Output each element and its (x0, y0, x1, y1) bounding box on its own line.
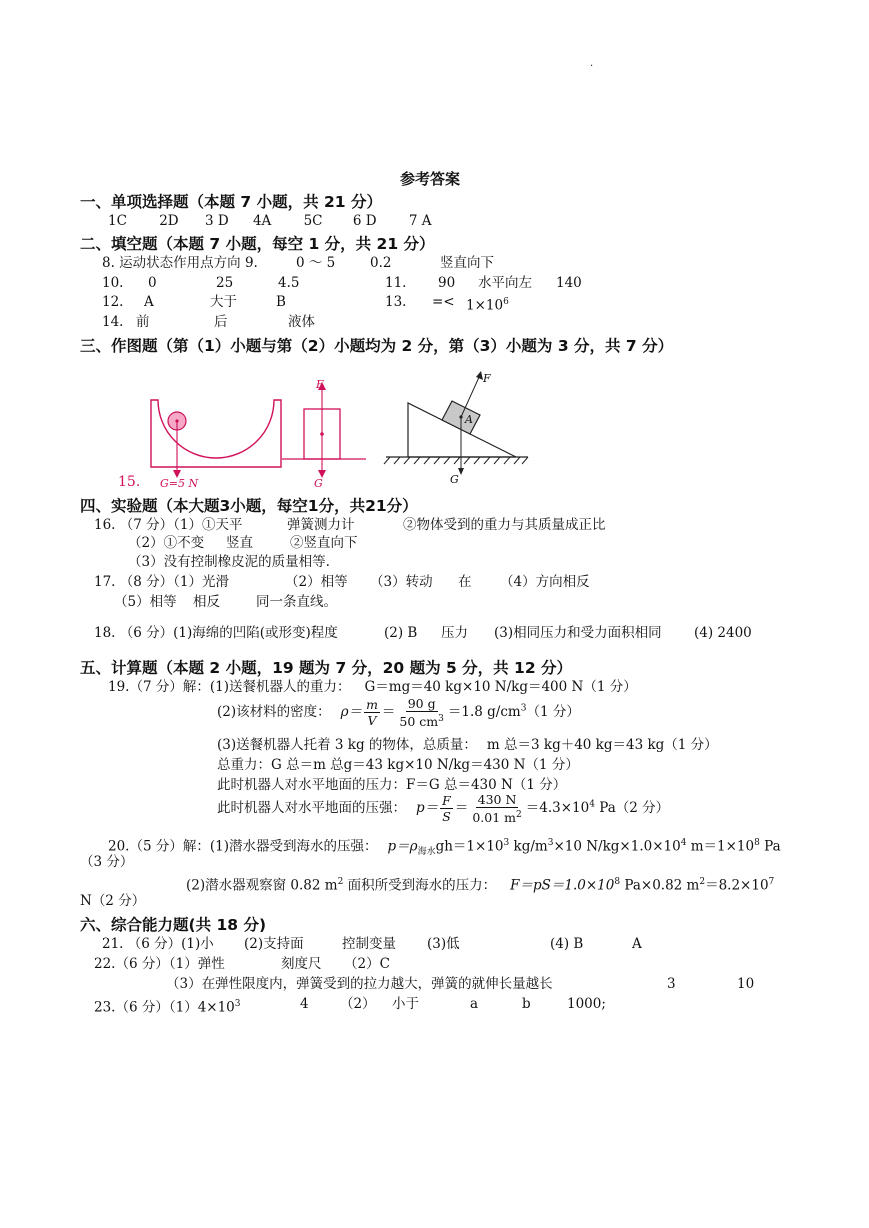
q20-line2-score: N（2 分） (80, 893, 146, 909)
fig1-gravity-label: G=5 N (160, 477, 199, 490)
s1-answer-2: 2D (159, 213, 179, 229)
s2-row3-d: B (276, 294, 286, 310)
q19-density: ＝1.8 g/cm (447, 704, 521, 721)
fig2-force-label: F (316, 378, 324, 391)
q19-line1 (108, 678, 637, 696)
section-6-heading: 六、综合能力题(共 18 分) (80, 916, 267, 934)
q18-c: 压力 (441, 625, 468, 641)
section-1-heading: 一、单项选择题（本题 7 小题，共 21 分） (80, 193, 382, 211)
q23-a (94, 995, 241, 1017)
s2-row3-g (466, 293, 509, 315)
section-2-heading: 二、填空题（本题 7 小题，每空 1 分，共 21 分） (80, 235, 435, 253)
q19-density-score: （1 分） (526, 704, 580, 721)
q17-h: 同一条直线。 (256, 594, 337, 610)
figure-number: 15. (118, 474, 141, 490)
section-4-heading: 四、实验题（本大题3小题，每空1分，共21分） (80, 497, 418, 515)
q20-line2-e-sup: 7 (768, 877, 775, 887)
q21-c: 控制变量 (342, 936, 396, 952)
fig3-gravity-label: G (450, 473, 459, 486)
q19-line6: 此时机器人对水平地面的压强： p＝ $\frac{F}{S}$ ＝ $\frac{430 N}{0.01 m^2}$ $=4.3\times 10^4$ Pa（2 分） (217, 792, 670, 826)
q20-line1-g: Pa (759, 838, 781, 855)
fig3-block-label: A (465, 413, 473, 426)
q23-a-base: 23.（6 分）（1）4×10 (94, 999, 235, 1016)
q16-b: 弹簧测力计 (287, 517, 355, 533)
q21-b: (2)支持面 (244, 936, 304, 952)
s2-row2-d: 4.5 (278, 275, 300, 291)
q20-line2 (186, 873, 774, 895)
s2-row1-c: 0.2 (370, 255, 392, 271)
s2-row2-f: 90 (438, 275, 456, 291)
s2-row3-b: A (144, 294, 154, 310)
q19-line2-label: (2)该材料的密度： (217, 704, 331, 721)
q20-line1-f: m＝1×10 (686, 838, 755, 855)
s1-answer-1: 1C (108, 213, 127, 229)
q19-line3 (217, 736, 718, 754)
s1-answer-3: 3 D (204, 213, 229, 229)
header-dot: . (590, 58, 594, 69)
q19-pressure: ＝4.3×10 (525, 800, 590, 817)
q19-density-sup: 3 (520, 703, 527, 714)
q21-e: (4) B (550, 936, 584, 952)
q19-frac-values (397, 696, 445, 729)
s2-row4-b: 前 (136, 314, 150, 330)
q22-c: （2）C (344, 956, 390, 972)
s2-row3-a: 12. (102, 294, 124, 310)
q20-line2-a-sup: 2 (337, 877, 344, 887)
q20-line1-a: 20.（5 分）解：(1)潜水器受到海水的压强： (108, 838, 378, 855)
normal-arrow-head (476, 371, 483, 380)
s2-row3-e: 13. (385, 294, 407, 310)
q20-line1-e-sup: 4 (680, 838, 687, 848)
q22-a: 22.（6 分）（1）弹性 (94, 956, 225, 972)
q16-d: （2）①不变 (128, 535, 205, 551)
s2-row3-g-sup: 6 (503, 297, 509, 307)
trough-outline (151, 400, 281, 467)
q19-frac-volume-sup: 3 (438, 714, 444, 724)
q16-e: 竖直 (226, 535, 253, 551)
q20-line2-d: Pa×0.82 m (620, 877, 700, 894)
figure-incline (380, 365, 540, 475)
q23-f: b (522, 996, 531, 1012)
s2-row2-g: 水平向左 (478, 275, 532, 291)
s2-row2-e: 11. (385, 275, 407, 291)
s2-row3-g-base: 1×10 (466, 297, 504, 314)
fig3-force-label: F (483, 372, 491, 385)
s2-row1-b: 0 ～ 5 (296, 255, 336, 271)
q18-b: (2) B (384, 625, 418, 641)
section-3-heading: 三、作图题（第（1）小题与第（2）小题均为 2 分，第（3）小题为 3 分，共 7 分） (80, 337, 674, 355)
ground-hatch (384, 457, 528, 464)
q16-c: ②物体受到的重力与其质量成正比 (403, 517, 606, 533)
q20-line1 (108, 834, 781, 861)
q16-g: （3）没有控制橡皮泥的质量相等. (128, 554, 330, 570)
q19-line3-b: m 总＝3 kg＋40 kg＝43 kg（1 分） (486, 737, 718, 753)
q23-e: a (470, 996, 479, 1012)
q20-line1-sub: 海水 (417, 847, 436, 858)
s1-answer-7: 7 A (408, 213, 432, 229)
q19-line3-a: (3)送餐机器人托着 3 kg 的物体，总质量： (217, 737, 477, 753)
q23-a-sup: 3 (234, 999, 241, 1009)
q21-f: A (632, 936, 642, 952)
q17-c: （3）转动 (370, 574, 433, 590)
q22-d: （3）在弹性限度内，弹簧受到的拉力越大，弹簧的就伸长量越长 (166, 976, 553, 992)
q22-e: 3 (667, 976, 676, 992)
s2-row4-c: 后 (214, 314, 228, 330)
q23-d: 小于 (392, 996, 419, 1012)
q19-frac-area-sup: 2 (516, 810, 522, 820)
s2-row2-a: 10. (102, 275, 124, 291)
q22-f: 10 (737, 976, 755, 992)
q19-frac-volume (397, 712, 445, 729)
s2-row2-c: 25 (216, 275, 234, 291)
s2-row1-d: 竖直向下 (440, 255, 494, 271)
q19-frac-area-base: 0.01 m (472, 810, 517, 826)
q16-f: ②竖直向下 (290, 535, 358, 551)
q19-frac-mass: 90 g (407, 696, 436, 711)
q19-frac-m: m (366, 697, 378, 713)
q22-b: 刻度尺 (281, 956, 322, 972)
q20-line1-d-sup: 3 (547, 838, 554, 848)
q18-e: (4) 2400 (694, 625, 752, 641)
section-5-heading: 五、计算题（本题 2 小题，19 题为 7 分，20 题为 5 分，共 12 分） (80, 659, 573, 677)
q18-a: 18. （6 分）(1)海绵的凹陷(或形变)程度 (94, 625, 338, 641)
q23-c: （2） (340, 996, 376, 1012)
q20-line2-d-sup: 2 (699, 877, 706, 887)
q20-line1-e: ×10 N/kg×1.0×10 (553, 838, 681, 855)
q20-line1-d: kg/m (509, 838, 548, 855)
s1-answer-4: 4A (252, 213, 272, 229)
q20-line2-a: (2)潜水器观察窗 0.82 m (186, 877, 338, 894)
q19-frac-area (470, 808, 523, 825)
s2-row4-a: 14. (102, 314, 124, 330)
q16-a: 16. （7 分）（1）①天平 (94, 517, 243, 533)
q19-frac-s: S (442, 809, 451, 825)
q19-line5: 此时机器人对水平地面的压力：F＝G 总＝430 N（1 分） (217, 777, 567, 793)
q20-line2-e: ＝8.2×10 (705, 877, 769, 894)
s2-row1-a: 8. 运动状态作用点方向 9. (102, 255, 258, 271)
q19-frac-v: V (367, 713, 377, 729)
q19-frac-fs (440, 793, 453, 824)
s2-row3-c: 大于 (210, 294, 237, 310)
figure-block (280, 375, 370, 485)
q20-line2-c: F＝pS＝1.0×10 (510, 877, 615, 894)
q19-pressure-score: Pa（2 分） (594, 800, 670, 817)
q20-line1-score: （3 分） (80, 854, 134, 870)
q20-line2-b: 面积所受到海水的压力： (343, 877, 497, 894)
q17-d: 在 (458, 574, 472, 590)
fig2-gravity-label: G (314, 477, 323, 490)
q20-line1-p: p＝ρ (387, 838, 418, 855)
s2-row2-b: 0 (148, 275, 157, 291)
s2-row4-d: 液体 (288, 314, 315, 330)
q19-line2-rho: ρ＝ (340, 704, 363, 721)
q17-b: （2）相等 (285, 574, 348, 590)
q17-e: （4）方向相反 (500, 574, 590, 590)
q20-line2-c-sup: 8 (614, 877, 621, 887)
q19-line4: 总重力：G 总＝m 总g＝43 kg×10 N/kg＝430 N（1 分） (217, 757, 579, 773)
q19-frac-volume-base: 50 cm (399, 714, 439, 730)
q19-frac-mv (364, 697, 380, 728)
q18-d: (3)相同压力和受力面积相同 (494, 625, 662, 641)
q20-line1-c: gh＝1×10 (435, 838, 504, 855)
s1-answers (108, 212, 431, 230)
q21-a: 21. （6 分）(1)小 (102, 936, 214, 952)
q19-line1-a: 19.（7 分）解：(1)送餐机器人的重力： (108, 679, 351, 695)
q23-b: 4 (300, 996, 309, 1012)
q19-pressure-sup: 4 (589, 799, 595, 810)
q19-frac-pressure (470, 792, 523, 825)
q19-line6-label: 此时机器人对水平地面的压强： (217, 800, 406, 817)
s2-row3-f: =< (432, 294, 455, 310)
page-title: 参考答案 (400, 170, 461, 188)
q19-frac-force: 430 N (477, 792, 517, 807)
q23-g: 1000; (567, 996, 606, 1012)
q17-a: 17. （8 分）（1）光滑 (94, 574, 229, 590)
q19-line2: (2)该材料的密度： ρ＝ $\frac{m}{V}$ ＝ $\frac{90 g}{50 cm^3}$ ＝1.8 $g/cm^3(1$ 分） (217, 696, 580, 730)
q19-line1-b: G＝mg＝40 kg×10 N/kg＝400 N（1 分） (364, 679, 637, 695)
q20-line1-f-sup: 8 (754, 838, 760, 848)
s1-answer-6: 6 D (352, 213, 377, 229)
q20-line1-c-sup: 3 (503, 838, 510, 848)
q21-d: (3)低 (427, 936, 460, 952)
q17-g: 相反 (193, 594, 220, 610)
q19-frac-f: F (442, 793, 451, 809)
s1-answer-5: 5C (303, 213, 323, 229)
q19-line6-p: p＝ (416, 800, 439, 817)
s2-row2-h: 140 (556, 275, 582, 291)
q17-f: （5）相等 (114, 594, 177, 610)
